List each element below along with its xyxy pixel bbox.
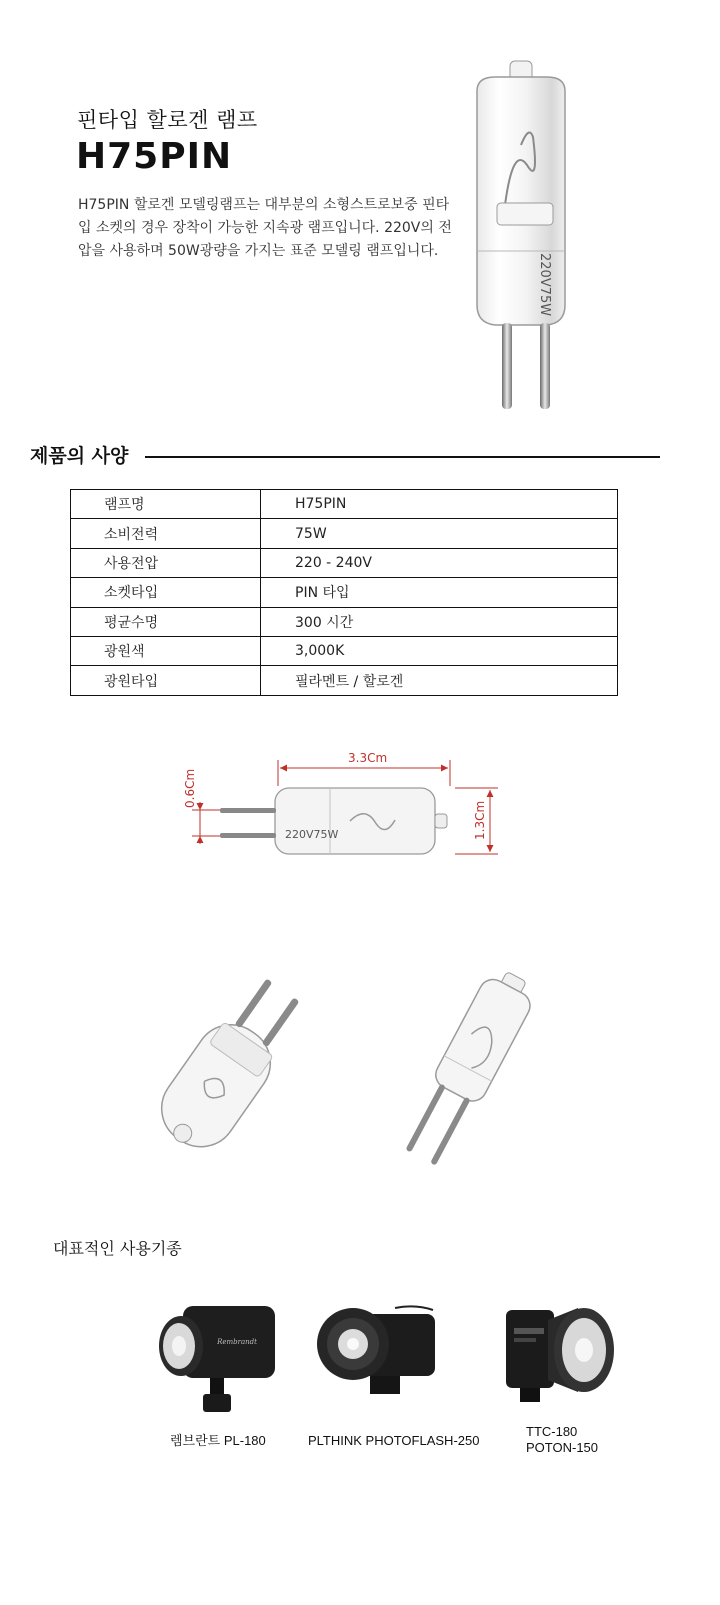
svg-text:220V75W: 220V75W xyxy=(537,253,552,317)
product-caption-3 xyxy=(526,1424,598,1456)
spec-row xyxy=(71,519,618,548)
bulb-photo-angle-2 xyxy=(385,960,565,1185)
product-caption-1: 렘브란트 PL-180 xyxy=(170,1433,266,1448)
spec-label: 평균수명 xyxy=(71,607,261,636)
svg-text:220V75W: 220V75W xyxy=(285,828,339,841)
diameter-label: 1.3Cm xyxy=(473,800,487,840)
product-image-plthink xyxy=(315,1302,440,1412)
spec-value: 필라멘트 / 할로겐 xyxy=(261,666,618,695)
spec-label: 소비전력 xyxy=(71,519,261,548)
spec-label: 램프명 xyxy=(71,490,261,519)
spec-label: 사용전압 xyxy=(71,548,261,577)
product-caption-3-line1: TTC-180 xyxy=(526,1424,578,1439)
spec-divider xyxy=(145,456,660,458)
reference-heading: 대표적인 사용기종 xyxy=(53,1239,182,1258)
spec-value: 75W xyxy=(261,519,618,548)
length-label: 3.3Cm xyxy=(348,751,388,765)
spec-value: 3,000K xyxy=(261,636,618,665)
spec-table xyxy=(70,489,618,696)
spec-row xyxy=(71,607,618,636)
bulb-photo-angle-1 xyxy=(120,970,320,1180)
product-subtitle: 핀타입 할로겐 램프 xyxy=(77,108,258,132)
spec-label: 광원타입 xyxy=(71,666,261,695)
spec-row xyxy=(71,636,618,665)
pin-spacing-label: 0.6Cm xyxy=(183,768,197,808)
product-image-ttc xyxy=(500,1300,620,1410)
spec-value: 300 시간 xyxy=(261,607,618,636)
product-image-rembrandt xyxy=(155,1298,280,1418)
spec-label: 소켓타입 xyxy=(71,578,261,607)
product-title: H75PIN xyxy=(76,136,233,177)
product-caption-2: PLTHINK PHOTOFLASH-250 xyxy=(308,1433,480,1448)
spec-row xyxy=(71,578,618,607)
spec-label: 광원색 xyxy=(71,636,261,665)
spec-value: PIN 타입 xyxy=(261,578,618,607)
dimension-diagram xyxy=(170,740,510,870)
spec-heading: 제품의 사양 xyxy=(30,445,129,467)
product-description: H75PIN 할로겐 모델링램프는 대부분의 소형스트로보중 핀타입 소켓의 경우 장착이 가능한 지속광 램프입니다. 220V의 전압을 사용하며 50W광량을 가지는 표준 모델링 램프입니다. xyxy=(78,197,452,259)
spec-row xyxy=(71,490,618,519)
spec-value: H75PIN xyxy=(261,490,618,519)
product-caption-3-line2: POTON-150 xyxy=(526,1440,599,1455)
hero-bulb-image xyxy=(455,55,595,415)
spec-row xyxy=(71,548,618,577)
svg-text:Rembrandt: Rembrandt xyxy=(217,1338,257,1346)
spec-row xyxy=(71,666,618,695)
spec-value: 220 - 240V xyxy=(261,548,618,577)
